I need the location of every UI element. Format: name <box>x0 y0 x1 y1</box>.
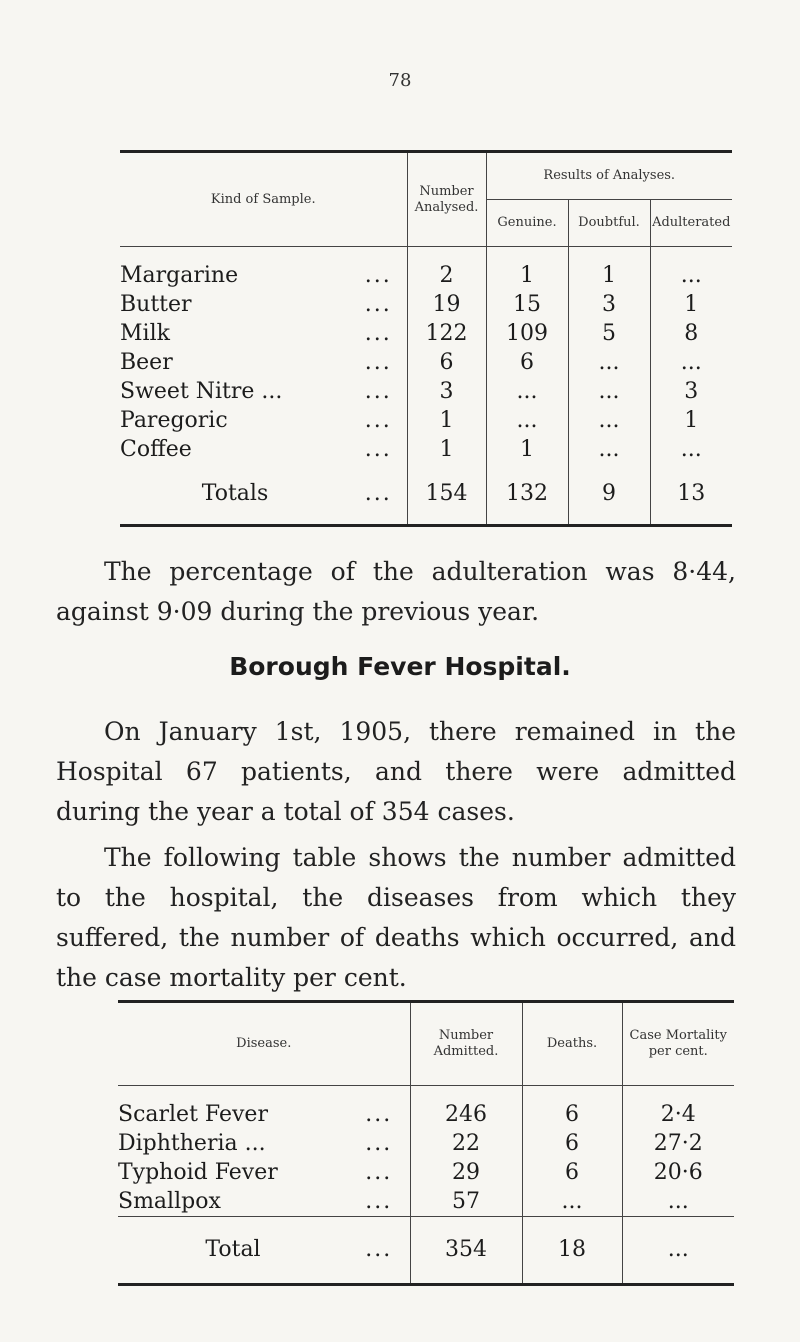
leader-dots: ... <box>365 1189 393 1214</box>
adulterated-count: 3 <box>650 377 732 406</box>
doubtful-count: 1 <box>568 261 650 290</box>
genuine-count: 6 <box>486 348 568 377</box>
leader-dots: ... <box>365 1160 393 1185</box>
page-number: 78 <box>388 70 412 91</box>
sample-name: Butter <box>120 292 192 317</box>
doubtful-count: 3 <box>568 290 650 319</box>
hospital-paragraph: On January 1st, 1905, there remained in the Hospital 67 patients, and there were admitted during the year a total of 354 cases. <box>56 717 736 826</box>
doubtful-count: ... <box>568 406 650 435</box>
header-number-admitted: Number Admitted. <box>410 1002 522 1086</box>
genuine-count: ... <box>486 377 568 406</box>
leader-dots: ... <box>365 1131 393 1156</box>
adulterated-count: ... <box>650 435 732 464</box>
adulterated-count: 8 <box>650 319 732 348</box>
table-row <box>120 348 732 377</box>
admitted-count: 246 <box>410 1100 522 1129</box>
leader-dots: ... <box>348 1217 410 1285</box>
mortality-rate: 20·6 <box>622 1158 734 1187</box>
disease-name: Diphtheria ... <box>118 1131 266 1156</box>
sample-name: Margarine <box>120 263 239 288</box>
total-number-analysed: 154 <box>407 464 486 526</box>
table-row <box>120 290 732 319</box>
totals-label: Totals <box>201 481 269 506</box>
total-admitted: 354 <box>410 1217 522 1285</box>
table-row <box>120 406 732 435</box>
total-adulterated: 13 <box>650 464 732 526</box>
deaths-count: 6 <box>522 1158 622 1187</box>
mortality-rate: ... <box>622 1187 734 1217</box>
total-mortality: ... <box>622 1217 734 1285</box>
adulterated-count: 1 <box>650 406 732 435</box>
total-genuine: 132 <box>486 464 568 526</box>
totals-row <box>120 464 732 526</box>
leader-dots: ... <box>364 292 392 317</box>
deaths-count: 6 <box>522 1100 622 1129</box>
disease-name: Smallpox <box>118 1189 221 1214</box>
genuine-count: 15 <box>486 290 568 319</box>
genuine-count: 1 <box>486 435 568 464</box>
total-doubtful: 9 <box>568 464 650 526</box>
leader-dots: ... <box>364 481 392 506</box>
table-row <box>120 377 732 406</box>
doubtful-count: 5 <box>568 319 650 348</box>
number-analysed: 6 <box>407 348 486 377</box>
mortality-rate: 27·2 <box>622 1129 734 1158</box>
header-doubtful: Doubtful. <box>568 200 650 247</box>
number-analysed: 1 <box>407 406 486 435</box>
adulterated-count: 1 <box>650 290 732 319</box>
table-row <box>118 1158 734 1187</box>
section-heading: Borough Fever Hospital. <box>229 652 571 681</box>
total-label: Total <box>118 1217 348 1285</box>
leader-dots: ... <box>364 408 392 433</box>
mortality-rate: 2·4 <box>622 1100 734 1129</box>
header-genuine: Genuine. <box>486 200 568 247</box>
table-row <box>120 319 732 348</box>
table-row <box>120 261 732 290</box>
admitted-count: 29 <box>410 1158 522 1187</box>
number-analysed: 1 <box>407 435 486 464</box>
header-kind: Kind of Sample. <box>120 152 407 247</box>
leader-dots: ... <box>364 350 392 375</box>
sample-name: Sweet Nitre ... <box>120 379 283 404</box>
header-deaths: Deaths. <box>522 1002 622 1086</box>
header-adulterated: Adulterated <box>650 200 732 247</box>
leader-dots: ... <box>364 263 392 288</box>
admitted-count: 57 <box>410 1187 522 1217</box>
table-row <box>118 1100 734 1129</box>
disease-name: Typhoid Fever <box>118 1160 278 1185</box>
sample-name: Paregoric <box>120 408 228 433</box>
number-analysed: 19 <box>407 290 486 319</box>
table-row <box>120 435 732 464</box>
adulterated-count: ... <box>650 348 732 377</box>
genuine-count: ... <box>486 406 568 435</box>
sample-name: Beer <box>120 350 173 375</box>
number-analysed: 2 <box>407 261 486 290</box>
analyses-table <box>120 150 732 527</box>
leader-dots: ... <box>364 321 392 346</box>
leader-dots: ... <box>364 437 392 462</box>
header-case-mortality: Case Mortality per cent. <box>622 1002 734 1086</box>
header-results: Results of Analyses. <box>486 152 732 200</box>
doubtful-count: ... <box>568 348 650 377</box>
genuine-count: 1 <box>486 261 568 290</box>
leader-dots: ... <box>364 379 392 404</box>
deaths-count: 6 <box>522 1129 622 1158</box>
sample-name: Milk <box>120 321 170 346</box>
leader-dots: ... <box>365 1102 393 1127</box>
header-number-analysed: Number Analysed. <box>407 152 486 247</box>
table-row <box>118 1129 734 1158</box>
fever-hospital-table <box>118 1000 734 1286</box>
total-deaths: 18 <box>522 1217 622 1285</box>
sample-name: Coffee <box>120 437 192 462</box>
genuine-count: 109 <box>486 319 568 348</box>
number-analysed: 122 <box>407 319 486 348</box>
doubtful-count: ... <box>568 435 650 464</box>
adulterated-count: ... <box>650 261 732 290</box>
table-row <box>118 1187 734 1217</box>
table-intro-text: The following table shows the number admitted to the hospital, the diseases from which they suffered, the number of deaths which occurred, and the case mortality per cent. <box>56 843 736 992</box>
number-analysed: 3 <box>407 377 486 406</box>
disease-name: Scarlet Fever <box>118 1102 268 1127</box>
doubtful-count: ... <box>568 377 650 406</box>
total-row <box>118 1217 734 1285</box>
header-disease: Disease. <box>118 1002 410 1086</box>
admitted-count: 22 <box>410 1129 522 1158</box>
adulteration-paragraph: The percentage of the adulteration was 8·44, against 9·09 during the previous year. <box>56 557 736 626</box>
deaths-count: ... <box>522 1187 622 1217</box>
